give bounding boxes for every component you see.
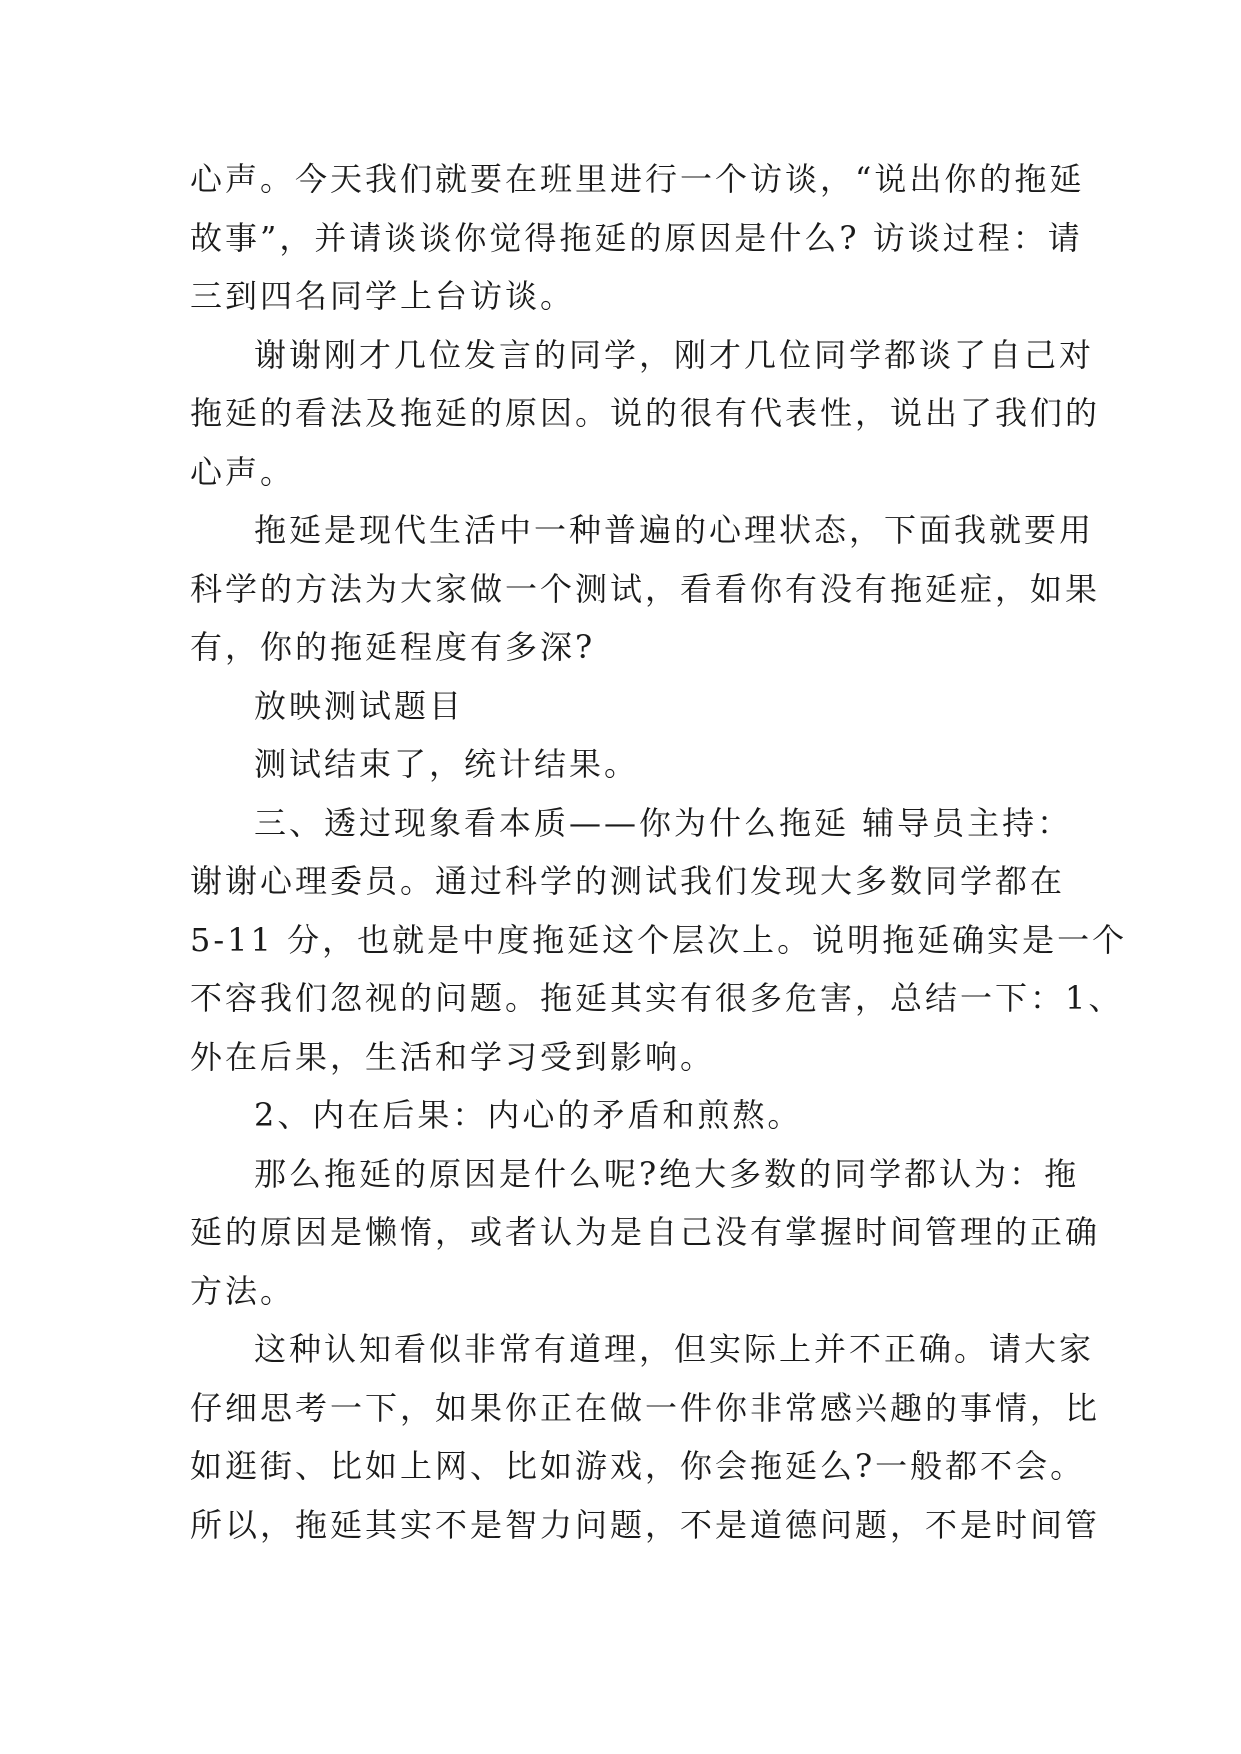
text-line: 谢谢心理委员。通过科学的测试我们发现大多数同学都在 bbox=[190, 862, 1066, 900]
text-line: 那么拖延的原因是什么呢?绝大多数的同学都认为：拖 bbox=[254, 1154, 1080, 1193]
text-line: 不容我们忽视的问题。拖延其实有很多危害，总结一下：1、 bbox=[190, 979, 1124, 1017]
text-line: 这种认知看似非常有道理，但实际上并不正确。请大家 bbox=[254, 1330, 1095, 1368]
document-body bbox=[190, 150, 1128, 1554]
text-line: 放映测试题目 bbox=[254, 686, 465, 725]
text-line: 三到四名同学上台访谈。 bbox=[190, 277, 576, 315]
text-line: 仔细思考一下，如果你正在做一件你非常感兴趣的事情，比 bbox=[190, 1388, 1101, 1427]
text-line: 如逛街、比如上网、比如游戏，你会拖延么?一般都不会。 bbox=[190, 1447, 1086, 1485]
text-line: 拖延的看法及拖延的原因。说的很有代表性，说出了我们的 bbox=[190, 394, 1101, 432]
text-line: 心声。今天我们就要在班里进行一个访谈，“说出你的拖延 bbox=[190, 160, 1085, 198]
text-line: 拖延是现代生活中一种普遍的心理状态，下面我就要用 bbox=[254, 511, 1095, 549]
text-line: 延的原因是懒惰，或者认为是自己没有掌握时间管理的正确 bbox=[190, 1213, 1101, 1251]
text-line: 测试结束了，统计结果。 bbox=[254, 745, 640, 783]
text-line: 谢谢刚才几位发言的同学，刚才几位同学都谈了自己对 bbox=[254, 335, 1095, 374]
text-line: 2、内在后果：内心的矛盾和煎熬。 bbox=[254, 1096, 803, 1134]
text-line: 三、透过现象看本质——你为什么拖延 辅导员主持： bbox=[254, 803, 1073, 842]
text-line: 科学的方法为大家做一个测试，看看你有没有拖延症，如果 bbox=[190, 569, 1101, 608]
text-line: 故事”，并请谈谈你觉得拖延的原因是什么? 访谈过程：请 bbox=[190, 218, 1083, 257]
text-line: 外在后果，生活和学习受到影响。 bbox=[190, 1037, 716, 1076]
text-line: 所以，拖延其实不是智力问题，不是道德问题，不是时间管 bbox=[190, 1505, 1101, 1544]
text-line: 有，你的拖延程度有多深? bbox=[190, 628, 596, 666]
text-line: 5-11 分，也就是中度拖延这个层次上。说明拖延确实是一个 bbox=[190, 920, 1128, 959]
text-line: 心声。 bbox=[190, 452, 296, 491]
text-line: 方法。 bbox=[190, 1271, 296, 1310]
